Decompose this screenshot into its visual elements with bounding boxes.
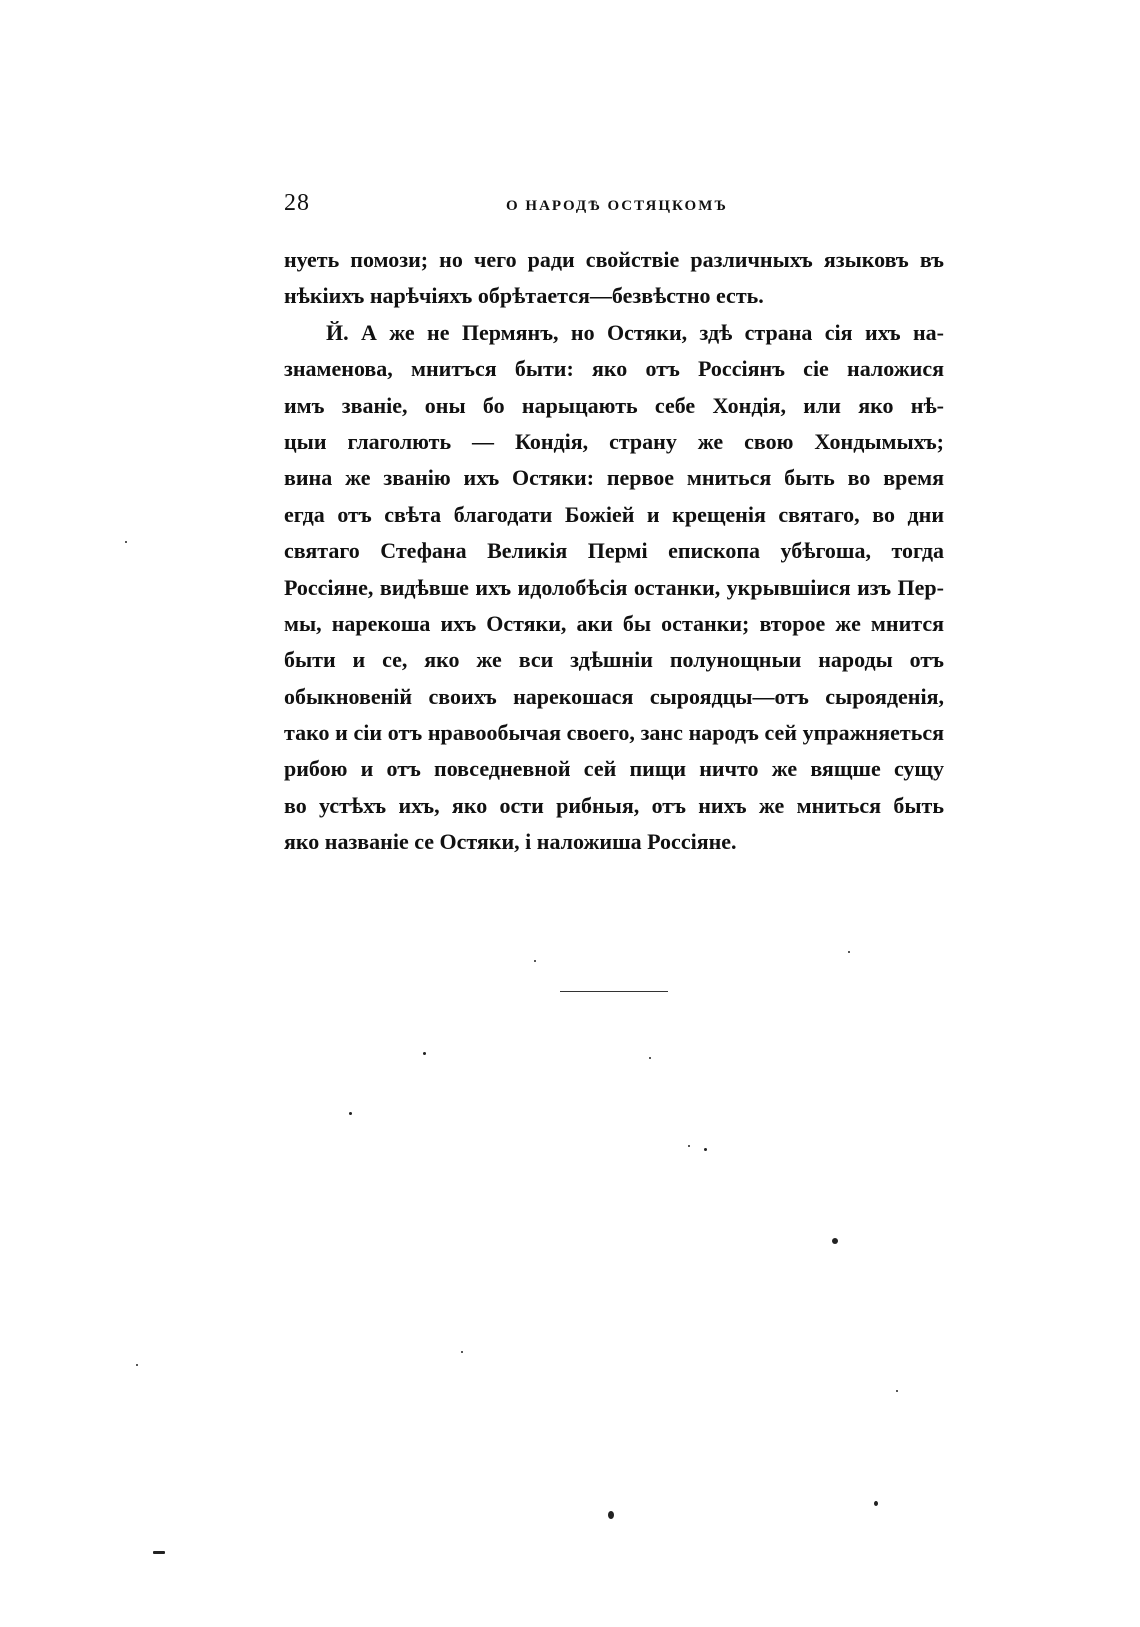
- text-line: быти и се, яко же вси здѣшніи полунощныи народы отъ: [284, 647, 944, 673]
- scan-speck: [125, 541, 127, 543]
- text-line: имъ званіе, оны бо нарыцають себе Хондія, или яко нѣ-: [284, 392, 944, 418]
- text-line: яко названіе се Остяки, і наложиша Россіяне.: [284, 829, 737, 855]
- text-line: тако и сіи отъ нравообычая своего, занс народъ сей упражняеться: [284, 720, 944, 746]
- text-line: цыи глаголють — Кондія, страну же свою Хондымыхъ;: [284, 428, 944, 454]
- page-number: 28: [284, 190, 310, 216]
- scan-speck: [423, 1052, 426, 1055]
- scan-speck: [649, 1057, 651, 1059]
- scan-speck: [136, 1364, 138, 1366]
- scan-speck: [896, 1390, 898, 1392]
- scan-speck: [349, 1112, 352, 1115]
- running-title: О НАРОДѢ ОСТЯЦКОМЪ: [506, 198, 728, 214]
- text-line: обыкновеній своихъ нарекошася сыроядцы—отъ сырояденія,: [284, 683, 944, 709]
- scan-speck: [534, 960, 536, 962]
- paragraph-first-line: Й. А же не Пермянъ, но Остяки, здѣ страна сія ихъ на-: [326, 319, 944, 345]
- text-line: во устѣхъ ихъ, яко ости рибныя, отъ нихъ же мниться быть: [284, 792, 944, 818]
- text-line: Россіяне, видѣвше ихъ идолобѣсія останки, укрывшіися изъ Пер-: [284, 574, 944, 600]
- text-line: рибою и отъ повседневной сей пищи ничто же вящше сущу: [284, 756, 944, 782]
- text-line: святаго Стефана Великія Пермі епископа убѣгоша, тогда: [284, 538, 944, 564]
- scan-speck: [874, 1501, 878, 1506]
- body-text: [284, 242, 944, 861]
- scan-speck: [832, 1238, 838, 1244]
- scan-speck: [153, 1551, 165, 1554]
- scan-speck: [688, 1145, 690, 1147]
- text-line: мы, нарекоша ихъ Остяки, аки бы останки; второе же мнится: [284, 610, 944, 636]
- scan-speck: [704, 1148, 707, 1151]
- scan-speck: [608, 1511, 614, 1519]
- scan-speck: [461, 1351, 463, 1353]
- section-end-rule: [560, 991, 668, 992]
- text-line: нуеть помози; но чего ради свойствіе различныхъ языковъ въ: [284, 247, 944, 272]
- text-line: вина же званію ихъ Остяки: первое мниться быть во время: [284, 465, 944, 491]
- scan-speck: [848, 951, 850, 953]
- text-line: егда отъ свѣта благодати Божіей и крещенія святаго, во дни: [284, 501, 944, 527]
- text-line: нѣкіихъ нарѣчіяхъ обрѣтается—безвѣстно есть.: [284, 283, 764, 309]
- text-line: знаменова, мнитъся быти: яко отъ Россіянъ сіе наложися: [284, 356, 944, 382]
